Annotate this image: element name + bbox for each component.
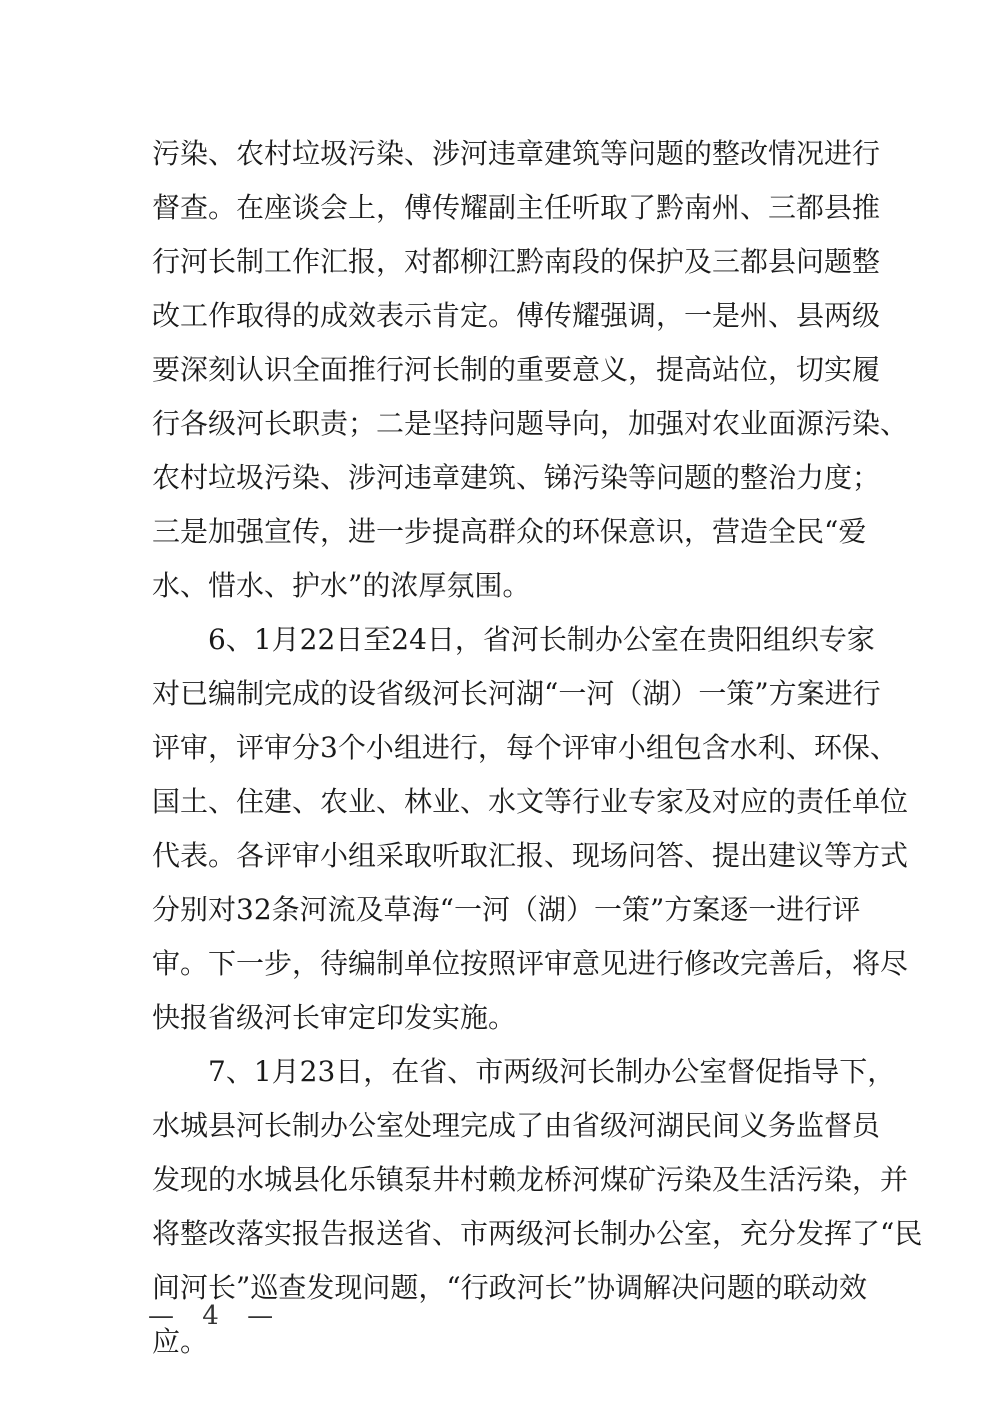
- text-line: 水城县河长制办公室处理完成了由省级河湖民间义务监督员: [152, 1109, 881, 1142]
- text-line: 7、1月23日，在省、市两级河长制办公室督促指导下，: [208, 1055, 896, 1088]
- text-line: 审。下一步，待编制单位按照评审意见进行修改完善后，将尽: [152, 947, 909, 980]
- text-line: 发现的水城县化乐镇泵井村赖龙桥河煤矿污染及生活污染，并: [152, 1163, 909, 1196]
- document-body: [152, 127, 923, 1369]
- text-line: 水、惜水、护水”的浓厚氛围。: [152, 569, 531, 602]
- text-line: 国土、住建、农业、林业、水文等行业专家及对应的责任单位: [152, 785, 909, 818]
- text-line: 分别对32条河流及草海“一河（湖）一策”方案逐一进行评: [152, 893, 861, 926]
- text-line: 代表。各评审小组采取听取汇报、现场问答、提出建议等方式: [152, 839, 909, 872]
- text-line: 农村垃圾污染、涉河违章建筑、锑污染等问题的整治力度；: [152, 461, 881, 494]
- paragraph-6: [152, 613, 909, 1045]
- text-line: 应。: [152, 1325, 209, 1358]
- text-line: 将整改落实报告报送省、市两级河长制办公室，充分发挥了“民: [152, 1217, 923, 1250]
- page-number: — 4 —: [148, 1301, 284, 1331]
- text-line: 督查。在座谈会上，傅传耀副主任听取了黔南州、三都县推: [152, 191, 881, 224]
- text-line: 6、1月22日至24日，省河长制办公室在贵阳组织专家: [208, 623, 875, 656]
- text-line: 评审，评审分3个小组进行，每个评审小组包含水利、环保、: [152, 731, 898, 764]
- text-line: 对已编制完成的设省级河长河湖“一河（湖）一策”方案进行: [152, 677, 881, 710]
- text-line: 改工作取得的成效表示肯定。傅传耀强调，一是州、县两级: [152, 299, 881, 332]
- paragraph-continued: [152, 127, 909, 613]
- text-line: 行河长制工作汇报，对都柳江黔南段的保护及三都县问题整: [152, 245, 881, 278]
- text-line: 三是加强宣传，进一步提高群众的环保意识，营造全民“爱: [152, 515, 867, 548]
- text-line: 要深刻认识全面推行河长制的重要意义，提高站位，切实履: [152, 353, 881, 386]
- text-line: 快报省级河长审定印发实施。: [152, 1001, 517, 1034]
- text-line: 行各级河长职责；二是坚持问题导向，加强对农业面源污染、: [152, 407, 909, 440]
- text-line: 间河长”巡查发现问题，“行政河长”协调解决问题的联动效: [152, 1271, 867, 1304]
- text-line: 污染、农村垃圾污染、涉河违章建筑等问题的整改情况进行: [152, 137, 881, 170]
